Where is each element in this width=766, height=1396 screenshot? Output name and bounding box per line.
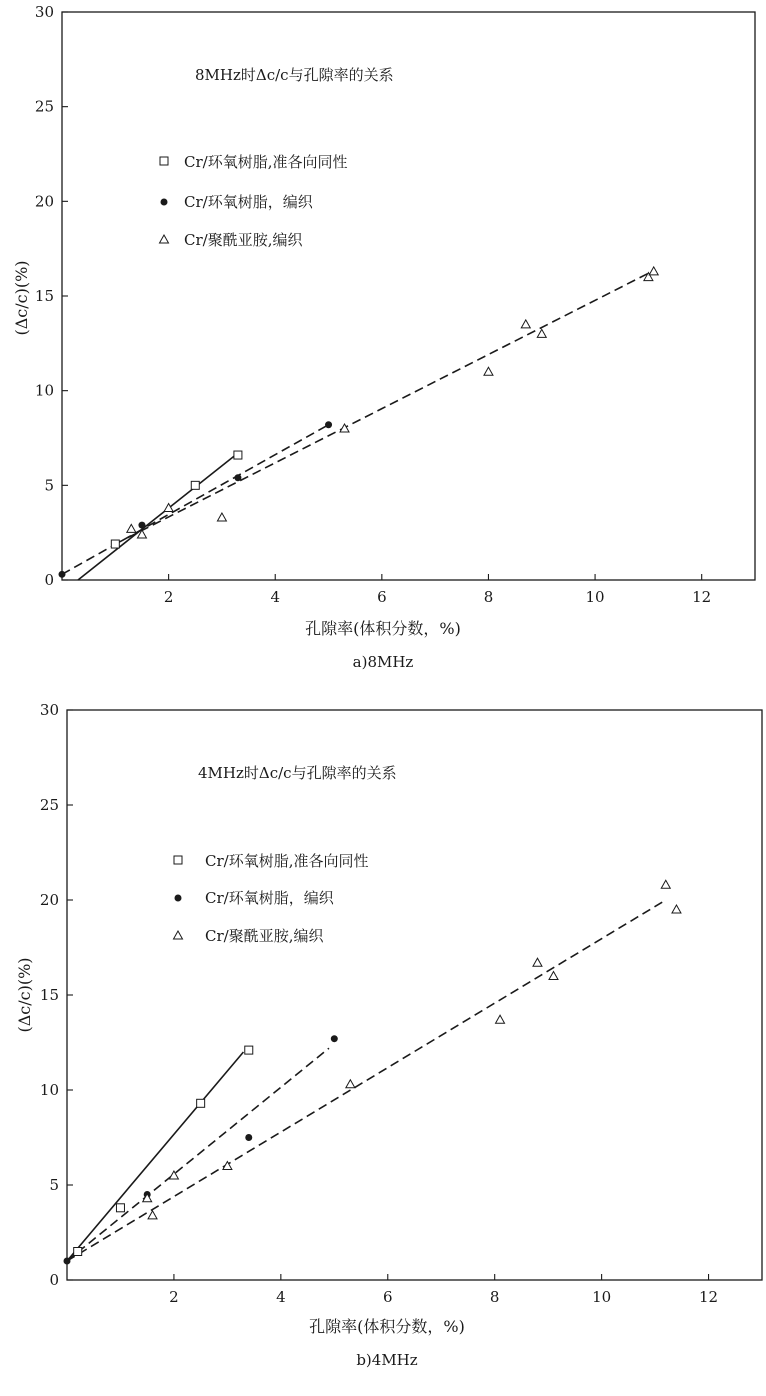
data-point-triangle [521, 320, 530, 328]
x-axis-label: 孔隙率(体积分数，%) [309, 1317, 465, 1336]
data-point-square [116, 1204, 124, 1212]
plot-area-frame [62, 12, 755, 580]
y-tick-label: 5 [44, 476, 54, 495]
legend-marker-triangle [160, 235, 169, 243]
plot-area-frame [67, 710, 762, 1280]
y-tick-label: 10 [34, 381, 54, 400]
data-point-circle [245, 1134, 252, 1141]
data-point-triangle [661, 880, 670, 888]
data-point-triangle [148, 1211, 157, 1219]
x-tick-label: 8 [489, 1288, 500, 1306]
x-tick-label: 4 [276, 1288, 286, 1306]
legend [174, 852, 369, 945]
legend-label: Cr/聚酰亚胺,编织 [205, 927, 324, 945]
data-point-square [111, 540, 119, 548]
data-point-circle [234, 474, 241, 481]
chart-title: 8MHz时Δc/c与孔隙率的关系 [195, 66, 394, 84]
chart-panel-4mhz [15, 701, 762, 1369]
data-point-triangle [346, 1080, 355, 1088]
axis-ticks [35, 3, 711, 606]
data-point-square [234, 451, 242, 459]
x-tick-label: 12 [692, 588, 712, 606]
data-point-triangle [127, 524, 136, 532]
y-tick-label: 15 [34, 287, 54, 305]
legend [160, 153, 348, 249]
x-tick-label: 6 [377, 588, 387, 606]
fit-line-circle [67, 1048, 329, 1261]
legend-label: Cr/环氧树脂,准各向同性 [184, 153, 348, 171]
fit-lines [62, 273, 648, 580]
data-point-square [191, 481, 199, 489]
x-tick-label: 2 [163, 588, 174, 606]
legend-label: Cr/聚酰亚胺,编织 [184, 231, 303, 249]
y-tick-label: 5 [49, 1176, 59, 1194]
x-axis-label: 孔隙率(体积分数，%) [305, 619, 461, 638]
fit-lines [67, 900, 666, 1261]
legend-marker-triangle [174, 931, 183, 939]
y-axis-label: (Δc/c)(%) [12, 260, 31, 336]
legend-label: Cr/环氧树脂，编织 [184, 193, 313, 211]
data-point-circle [331, 1035, 338, 1042]
y-tick-label: 10 [39, 1081, 59, 1099]
x-tick-label: 10 [592, 1288, 612, 1306]
legend-marker-square [160, 157, 168, 165]
x-tick-label: 6 [382, 1288, 393, 1306]
data-point-triangle [533, 958, 542, 966]
y-tick-label: 30 [34, 3, 54, 21]
data-point-triangle [672, 905, 681, 913]
y-tick-label: 15 [39, 986, 59, 1004]
y-tick-label: 30 [39, 701, 59, 719]
y-tick-label: 25 [34, 97, 54, 116]
fit-line-triangle [67, 900, 666, 1261]
origin-tick-label: 0 [44, 571, 54, 589]
y-tick-label: 20 [34, 192, 54, 211]
data-point-triangle [649, 267, 658, 275]
data-point-square [245, 1046, 253, 1054]
y-tick-label: 20 [39, 891, 59, 909]
data-point-triangle [537, 329, 546, 337]
legend-marker-circle [175, 895, 182, 902]
data-point-circle [138, 522, 145, 529]
data-point-triangle [549, 972, 558, 980]
data-point-square [74, 1248, 82, 1256]
chart-caption: b)4MHz [356, 1351, 418, 1369]
x-tick-label: 8 [483, 588, 494, 606]
y-tick-label: 25 [39, 796, 59, 814]
x-tick-label: 12 [698, 1288, 719, 1306]
fit-line-circle [62, 425, 329, 575]
legend-label: Cr/环氧树脂，编织 [205, 889, 334, 907]
chart-panel-8mhz [12, 3, 755, 671]
x-tick-label: 10 [585, 588, 605, 606]
data-point-circle [64, 1258, 71, 1265]
legend-label: Cr/环氧树脂,准各向同性 [205, 852, 369, 870]
legend-marker-square [174, 856, 182, 864]
data-point-triangle [496, 1015, 505, 1023]
x-tick-label: 2 [169, 1288, 179, 1306]
data-point-circle [59, 571, 66, 578]
data-point-square [197, 1099, 205, 1107]
data-point-circle [325, 421, 332, 428]
origin-tick-label: 0 [49, 1271, 59, 1289]
chart-caption: a)8MHz [352, 653, 414, 671]
chart-title: 4MHz时Δc/c与孔隙率的关系 [198, 764, 397, 782]
data-point-triangle [484, 367, 493, 375]
fit-line-square [78, 453, 238, 580]
data-point-triangle [217, 513, 226, 521]
y-axis-label: (Δc/c)(%) [15, 957, 34, 1033]
legend-marker-circle [161, 199, 168, 206]
fit-line-triangle [115, 273, 648, 544]
fit-line-square [67, 1052, 243, 1261]
x-tick-label: 4 [270, 588, 281, 606]
